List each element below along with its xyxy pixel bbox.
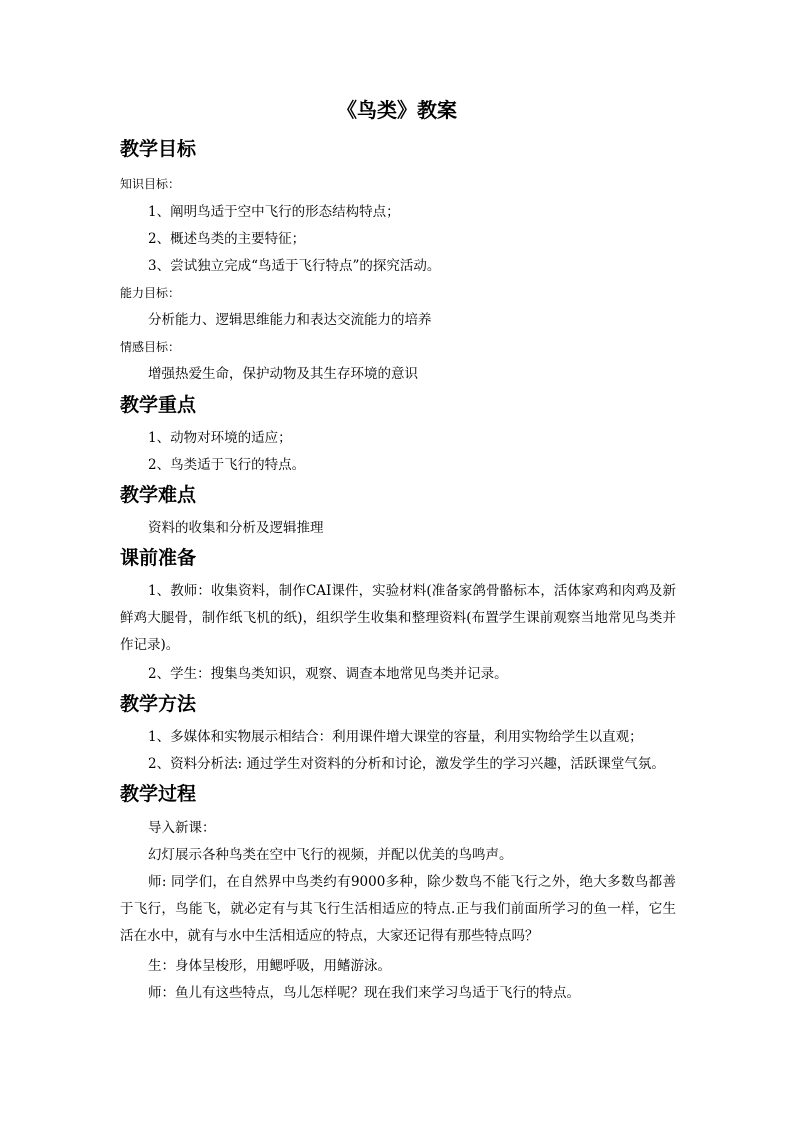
heading-process: 教学过程 [120, 783, 197, 805]
key-point-item: 1、动物对环境的适应； [148, 430, 292, 446]
emotion-goals-text: 增强热爱生命，保护动物及其生存环境的意识 [148, 366, 418, 382]
knowledge-goal-item: 1、阐明鸟适于空中飞行的形态结构特点； [148, 204, 400, 220]
preparation-student-paragraph: 2、学生：搜集鸟类知识，观察、调查本地常见鸟类并记录。 [148, 666, 508, 682]
method-item: 1、多媒体和实物展示相结合：利用课件增大课堂的容量，利用实物给学生以直观； [148, 729, 643, 745]
ability-goals-text: 分析能力、逻辑思维能力和表达交流能力的培养 [148, 312, 432, 328]
difficulties-text: 资料的收集和分析及逻辑推理 [148, 520, 324, 536]
heading-preparation: 课前准备 [120, 547, 197, 569]
process-teacher-paragraph: 师: 同学们，在自然界中鸟类约有9000多种，除少数鸟不能飞行之外，绝大多数鸟都善于飞行，鸟能飞，就必定有与其飞行生活相适应的特点.正与我们前面所学习的鱼一样，它生活在水中，就有与水中生活相适应的特点，大家还记得有那些特点吗？ [120, 874, 676, 944]
process-teacher-followup: 师：鱼儿有这些特点，鸟儿怎样呢？现在我们来学习鸟适于飞行的特点。 [148, 985, 580, 1001]
knowledge-goal-item: 2、概述鸟类的主要特征； [148, 231, 306, 247]
process-intro-label: 导入新课： [148, 820, 216, 836]
preparation-teacher-paragraph: 1、教师：收集资料，制作CAI课件，实验材料(准备家鸽骨骼标本，活体家鸡和肉鸡及新鲜鸡大腿骨，制作纸飞机的纸)，组织学生收集和整理资料(布置学生课前观察当地常见鸟类并作记录)。 [120, 583, 676, 653]
heading-teaching-goals: 教学目标 [120, 138, 197, 160]
document-title: 《鸟类》教案 [337, 98, 457, 122]
key-point-item: 2、鸟类适于飞行的特点。 [148, 457, 306, 473]
method-item: 2、资料分析法: 通过学生对资料的分析和讨论，激发学生的学习兴趣，活跃课堂气氛。 [148, 756, 665, 772]
process-student-answer: 生：身体呈梭形，用鳃呼吸，用鳍游泳。 [148, 958, 391, 974]
emotion-goals-label: 情感目标： [120, 340, 181, 354]
heading-key-points: 教学重点 [120, 394, 197, 416]
knowledge-goal-item: 3、尝试独立完成“鸟适于飞行特点”的探究活动。 [148, 258, 441, 274]
heading-difficulties: 教学难点 [120, 484, 197, 506]
ability-goals-label: 能力目标： [120, 286, 181, 300]
knowledge-goals-label: 知识目标： [120, 177, 181, 191]
process-slide-text: 幻灯展示各种鸟类在空中飞行的视频，并配以优美的鸟鸣声。 [148, 847, 513, 863]
heading-methods: 教学方法 [120, 693, 197, 715]
